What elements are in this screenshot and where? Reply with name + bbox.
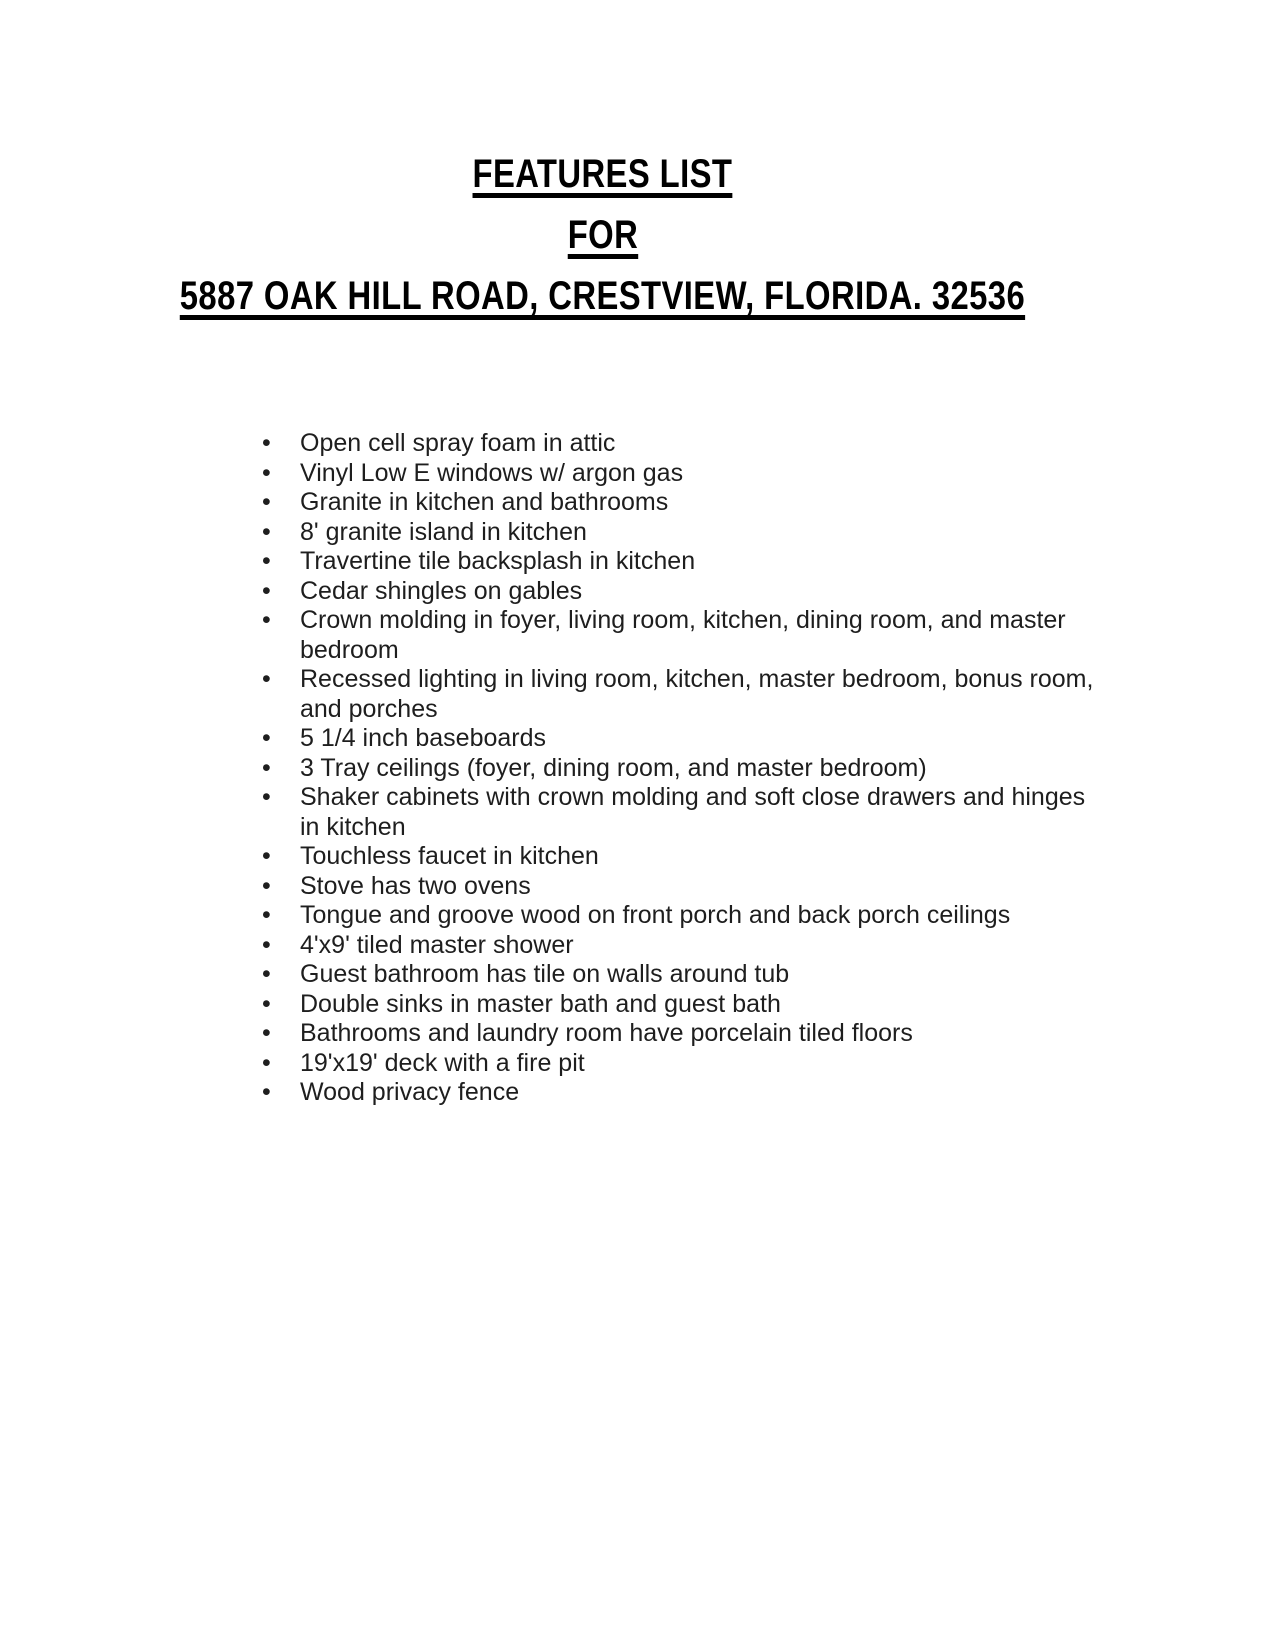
title-line-2 bbox=[0, 209, 1205, 270]
bullet-icon: • bbox=[262, 1048, 271, 1077]
list-item bbox=[262, 429, 1275, 459]
list-item bbox=[262, 488, 1275, 518]
bullet-icon: • bbox=[262, 724, 271, 752]
list-item bbox=[262, 577, 1275, 607]
list-item bbox=[262, 783, 1275, 842]
feature-text: Guest bathroom has tile on walls around tub bbox=[300, 960, 790, 988]
bullet-icon: • bbox=[262, 488, 271, 516]
features-list bbox=[262, 429, 1275, 1108]
bullet-icon: • bbox=[262, 960, 271, 988]
list-item bbox=[262, 842, 1275, 872]
feature-text: Stove has two ovens bbox=[300, 871, 531, 900]
bullet-icon: • bbox=[262, 842, 271, 870]
title-line-3 bbox=[0, 270, 1205, 331]
feature-text: Travertine tile backsplash in kitchen bbox=[300, 547, 696, 575]
bullet-icon: • bbox=[262, 1019, 271, 1047]
bullet-icon: • bbox=[262, 458, 271, 487]
list-item bbox=[262, 1078, 1275, 1108]
bullet-icon: • bbox=[262, 576, 271, 605]
bullet-icon: • bbox=[262, 606, 271, 634]
feature-text: Cedar shingles on gables bbox=[300, 576, 583, 605]
feature-text: 4'x9' tiled master shower bbox=[300, 930, 574, 959]
list-item bbox=[262, 547, 1275, 577]
property-address: 5887 OAK HILL ROAD, CRESTVIEW, FLORIDA. 32536 bbox=[179, 274, 1026, 318]
list-item bbox=[262, 1049, 1275, 1079]
document-title: FEATURES LIST bbox=[472, 152, 733, 196]
list-item bbox=[262, 665, 1275, 724]
feature-text: Crown molding in foyer, living room, kitchen, dining room, and master bedroom bbox=[300, 606, 1066, 664]
list-item bbox=[262, 724, 1275, 754]
feature-text: Tongue and groove wood on front porch and back porch ceilings bbox=[300, 901, 1011, 929]
feature-text: Recessed lighting in living room, kitchen, master bedroom, bonus room, and porches bbox=[300, 665, 1094, 723]
bullet-icon: • bbox=[262, 930, 271, 959]
bullet-icon: • bbox=[262, 901, 271, 929]
list-item bbox=[262, 1019, 1275, 1049]
feature-text: 3 Tray ceilings (foyer, dining room, and master bedroom) bbox=[300, 753, 927, 782]
list-item bbox=[262, 901, 1275, 931]
list-item bbox=[262, 459, 1275, 489]
bullet-icon: • bbox=[262, 547, 271, 575]
list-item bbox=[262, 754, 1275, 784]
list-item bbox=[262, 872, 1275, 902]
list-item bbox=[262, 606, 1275, 665]
feature-text: Granite in kitchen and bathrooms bbox=[300, 488, 669, 516]
bullet-icon: • bbox=[262, 517, 271, 546]
bullet-icon: • bbox=[262, 665, 271, 693]
feature-text: Open cell spray foam in attic bbox=[300, 429, 616, 457]
bullet-icon: • bbox=[262, 871, 271, 900]
bullet-icon: • bbox=[262, 783, 271, 811]
feature-text: 5 1/4 inch baseboards bbox=[300, 724, 547, 752]
list-item bbox=[262, 518, 1275, 548]
bullet-icon: • bbox=[262, 1078, 271, 1106]
bullet-icon: • bbox=[262, 429, 271, 457]
feature-text: Double sinks in master bath and guest bath bbox=[300, 989, 781, 1018]
feature-text: 19'x19' deck with a fire pit bbox=[300, 1048, 585, 1077]
title-line-1 bbox=[0, 148, 1205, 209]
list-item bbox=[262, 960, 1275, 990]
feature-text: Wood privacy fence bbox=[300, 1078, 520, 1106]
feature-text: Touchless faucet in kitchen bbox=[300, 842, 599, 870]
feature-text: Shaker cabinets with crown molding and soft close drawers and hinges in kitchen bbox=[300, 783, 1086, 841]
document-title-block bbox=[0, 148, 1205, 331]
title-connector: FOR bbox=[567, 213, 638, 257]
feature-text: Vinyl Low E windows w/ argon gas bbox=[300, 458, 684, 487]
feature-text: 8' granite island in kitchen bbox=[300, 517, 587, 546]
bullet-icon: • bbox=[262, 753, 271, 782]
bullet-icon: • bbox=[262, 989, 271, 1018]
list-item bbox=[262, 990, 1275, 1020]
list-item bbox=[262, 931, 1275, 961]
feature-text: Bathrooms and laundry room have porcelain tiled floors bbox=[300, 1019, 913, 1047]
